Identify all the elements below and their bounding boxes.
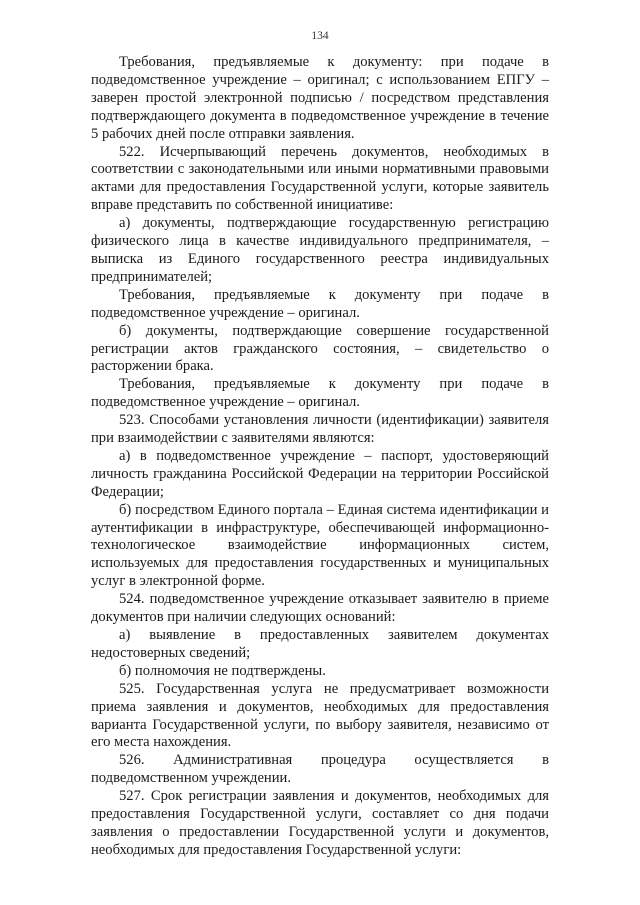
document-body [91, 54, 549, 860]
paragraph-522-a: а) документы, подтверждающие государственную регистрацию физического лица в качестве индивидуального предпринимателя, – выписка из Единого государственного реестра индивидуальных предпринимателей; [91, 215, 549, 285]
paragraph-523-b: б) посредством Единого портала – Единая система идентификации и аутентификации в инфраструктуре, обеспечивающей информационно-технологическое взаимодействие информационных систем, используемых для предоставления государственных и муниципальных услуг в электронной форме. [91, 501, 549, 590]
paragraph-525: 525. Государственная услуга не предусматривает возможности приема заявления и документов, необходимых для предоставления варианта Государственной услуги, по выбору заявителя, независимо от его места нахождения. [91, 680, 549, 751]
paragraph-527: 527. Срок регистрации заявления и документов, необходимых для предоставления Государственной услуги, составляет со дня подачи заявления о предоставлении Государственной услуги и документов, необходимых для предоставления Государственной услуги: [91, 788, 549, 858]
paragraph-requirements-original-epgu: Требования, предъявляемые к документу: при подаче в подведомственное учреждение – оригинал; с использованием ЕПГУ – заверен простой электронной подписью / посредством представления подтверждающего документа в подведомственное учреждение в течение 5 рабочих дней после отправки заявления. [91, 54, 549, 142]
paragraph-523-a: а) в подведомственное учреждение – паспорт, удостоверяющий личность гражданина Российской Федерации на территории Российской Федерации; [91, 447, 549, 500]
page-number: 134 [311, 30, 329, 42]
paragraph-522-b: б) документы, подтверждающие совершение государственной регистрации актов гражданского состояния, – свидетельство о расторжении брака. [91, 322, 549, 375]
paragraph-522: 522. Исчерпывающий перечень документов, необходимых в соответствии с законодательными или иными нормативными правовыми актами для предоставления Государственной услуги, которые заявитель вправе представить по собственной инициативе: [91, 143, 549, 214]
paragraph-524-a: а) выявление в предоставленных заявителем документах недостоверных сведений; [91, 627, 549, 661]
paragraph-523: 523. Способами установления личности (идентификации) заявителя при взаимодействии с заявителями являются: [91, 412, 549, 447]
paragraph-526: 526. Административная процедура осуществляется в подведомственном учреждении. [91, 752, 549, 787]
paragraph-requirements-original-1: Требования, предъявляемые к документу при подаче в подведомственное учреждение – оригинал. [91, 286, 549, 321]
paragraph-524: 524. подведомственное учреждение отказывает заявителю в приеме документов при наличии следующих оснований: [91, 591, 549, 626]
paragraph-requirements-original-2: Требования, предъявляемые к документу при подаче в подведомственное учреждение – оригинал. [91, 376, 549, 411]
paragraph-524-b: б) полномочия не подтверждены. [119, 662, 326, 679]
